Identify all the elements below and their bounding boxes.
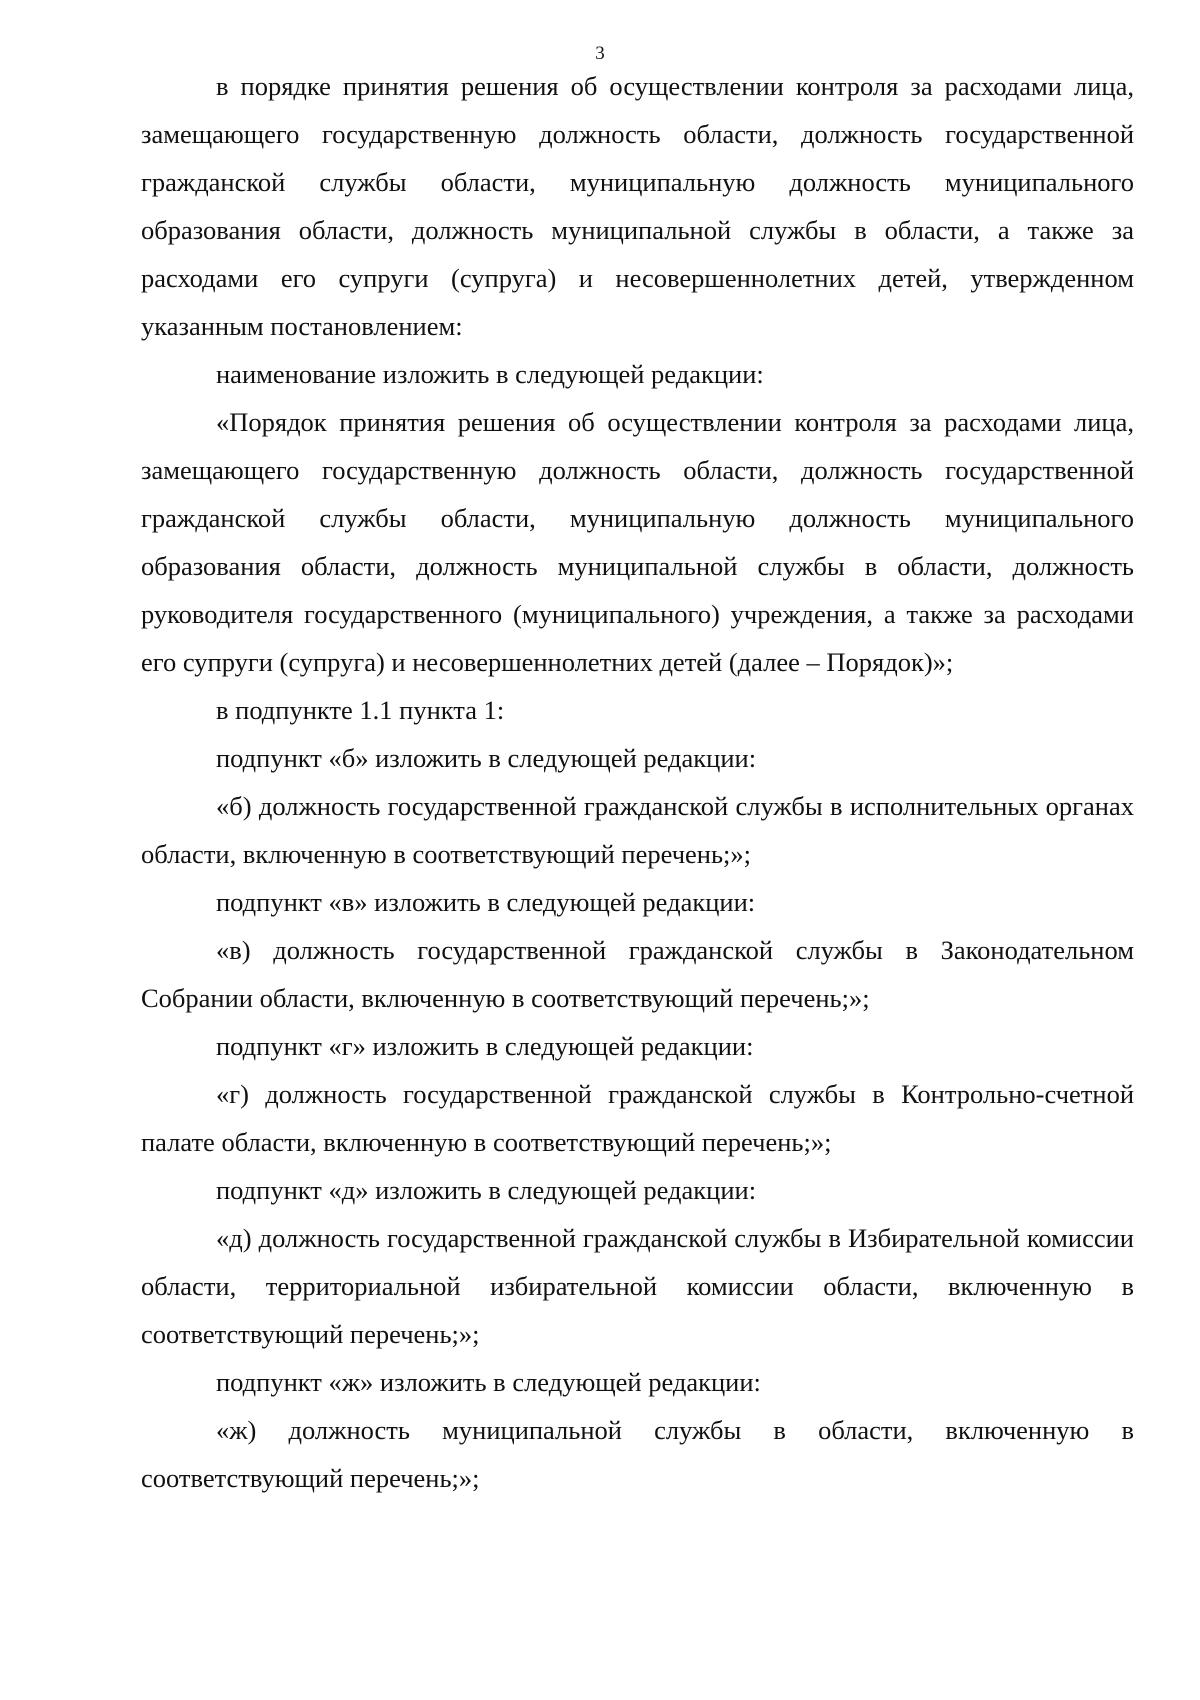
paragraph-instruction-g: подпункт «г» изложить в следующей редакции: <box>216 1031 754 1061</box>
paragraph-subitem-reference: в подпункте 1.1 пункта 1: <box>216 695 505 725</box>
paragraph-instruction-zh: подпункт «ж» изложить в следующей редакции: <box>216 1367 761 1397</box>
paragraph-instruction-d: подпункт «д» изложить в следующей редакции: <box>216 1175 757 1205</box>
paragraph-procedure-intro: в порядке принятия решения об осуществлении контроля за расходами лица, замещающего государственную должность области, должность государственной гражданской службы области, муниципальную должность муниципального образования области, должность муниципальной службы в области, а также за расходами его супруги (супруга) и несовершеннолетних детей, утвержденном указанным постановлением: <box>141 71 1134 341</box>
page-number: 3 <box>595 43 605 64</box>
paragraph-instruction-b: подпункт «б» изложить в следующей редакции: <box>216 743 757 773</box>
paragraph-text-v: «в) должность государственной гражданской службы в Законодательном Собрании области, включенную в соответствующий перечень;»; <box>141 935 1134 1013</box>
paragraph-text-b: «б) должность государственной гражданской службы в исполнительных органах области, включенную в соответствующий перечень;»; <box>141 791 1134 869</box>
paragraph-text-zh: «ж) должность муниципальной службы в области, включенную в соответствующий перечень;»; <box>141 1415 1134 1493</box>
paragraph-instruction-v: подпункт «в» изложить в следующей редакции: <box>216 887 756 917</box>
paragraph-title-instruction: наименование изложить в следующей редакции: <box>216 359 764 389</box>
paragraph-new-title: «Порядок принятия решения об осуществлении контроля за расходами лица, замещающего государственную должность области, должность государственной гражданской службы области, муниципальную должность муниципального образования области, должность муниципальной службы в области, должность руководителя государственного (муниципального) учреждения, а также за расходами его супруги (супруга) и несовершеннолетних детей (далее – Порядок)»; <box>141 407 1134 677</box>
document-body <box>141 62 1134 1502</box>
paragraph-text-g: «г) должность государственной гражданской службы в Контрольно-счетной палате области, включенную в соответствующий перечень;»; <box>141 1079 1134 1157</box>
paragraph-text-d: «д) должность государственной гражданской службы в Избирательной комиссии области, территориальной избирательной комиссии области, включенную в соответствующий перечень;»; <box>141 1223 1134 1349</box>
